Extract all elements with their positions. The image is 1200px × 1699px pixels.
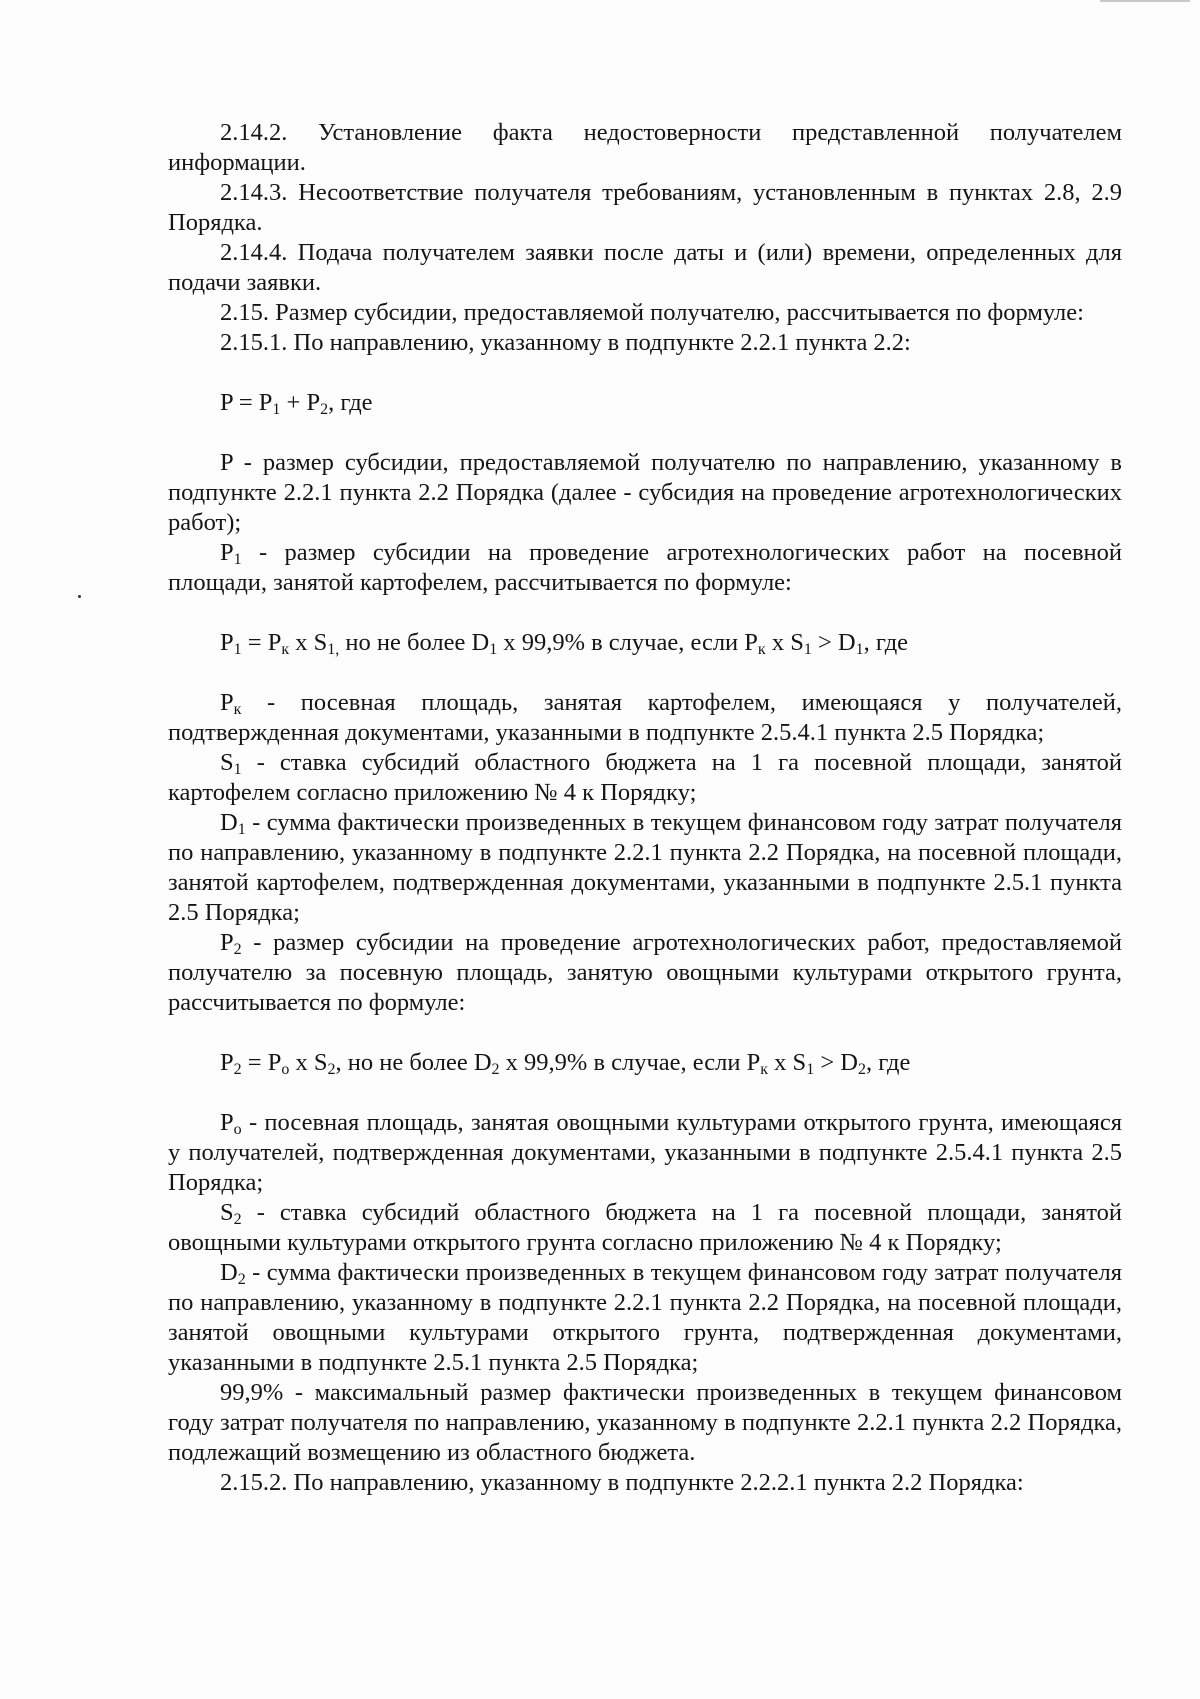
paragraph-2-15-2: 2.15.2. По направлению, указанному в подпункте 2.2.2.1 пункта 2.2 Порядка:: [220, 1469, 1024, 1496]
scan-edge-mark: [1100, 0, 1190, 2]
formula-p2: $P_2 = P_o$ x $S_2$, но не более $D_2$ x 99,9% в случае, если $P_к$ x $S_1 > D_2$, где: [220, 1049, 911, 1078]
definition-po: $P_o$ - посевная площадь, занятая овощными культурами открытого грунта, имеющаяся у получателей, подтвержденная документами, указанными в подпункте 2.5.4.1 пункта 2.5 Порядка;: [168, 1109, 1122, 1196]
document-text: [168, 118, 1122, 1498]
definition-pk: $P_к$ - посевная площадь, занятая картофелем, имеющаяся у получателей, подтвержденная документами, указанными в подпункте 2.5.4.1 пункта 2.5 Порядка;: [168, 689, 1122, 746]
definition-99-9-percent: 99,9% - максимальный размер фактически произведенных в текущем финансовом году затрат получателя по направлению, указанному в подпункте 2.2.1 пункта 2.2 Порядка, подлежащий возмещению из областного бюджета.: [168, 1379, 1122, 1466]
paragraph-2-15-1: 2.15.1. По направлению, указанному в подпункте 2.2.1 пункта 2.2:: [220, 329, 911, 356]
paragraph-2-14-2: 2.14.2. Установление факта недостоверности представленной получателем информации.: [168, 119, 1122, 176]
definition-d1: $D_1$ - сумма фактически произведенных в текущем финансовом году затрат получателя по направлению, указанному в подпункте 2.2.1 пункта 2.2 Порядка, на посевной площади, занятой картофелем, подтвержденная документами, указанными в подпункте 2.5.1 пункта 2.5 Порядка;: [168, 809, 1122, 926]
paragraph-2-15: 2.15. Размер субсидии, предоставляемой получателю, рассчитывается по формуле:: [220, 299, 1084, 326]
definition-d2: $D_2$ - сумма фактически произведенных в текущем финансовом году затрат получателя по направлению, указанному в подпункте 2.2.1 пункта 2.2 Порядка, на посевной площади, занятой овощными культурами открытого грунта, подтвержденная документами, указанными в подпункте 2.5.1 пункта 2.5 Порядка;: [168, 1259, 1122, 1376]
formula-p: $P = P_1 + P_2$, где: [220, 389, 373, 418]
definition-p1: $P_1$ - размер субсидии на проведение агротехнологических работ на посевной площади, занятой картофелем, рассчитывается по формуле:: [168, 539, 1122, 596]
paragraph-2-14-3: 2.14.3. Несоответствие получателя требованиям, установленным в пунктах 2.8, 2.9 Порядка.: [168, 179, 1122, 236]
definition-s2: $S_2$ - ставка субсидий областного бюджета на 1 га посевной площади, занятой овощными культурами открытого грунта согласно приложению № 4 к Порядку;: [168, 1199, 1122, 1256]
definition-p: P - размер субсидии, предоставляемой получателю по направлению, указанному в подпункте 2.2.1 пункта 2.2 Порядка (далее - субсидия на проведение агротехнологических работ);: [168, 449, 1122, 536]
definition-p2: $P_2$ - размер субсидии на проведение агротехнологических работ, предоставляемой получателю за посевную площадь, занятую овощными культурами открытого грунта, рассчитывается по формуле:: [168, 929, 1122, 1016]
paragraph-2-14-4: 2.14.4. Подача получателем заявки после даты и (или) времени, определенных для подачи заявки.: [168, 239, 1122, 296]
definition-s1: $S_1$ - ставка субсидий областного бюджета на 1 га посевной площади, занятой картофелем согласно приложению № 4 к Порядку;: [168, 749, 1122, 806]
formula-p1: $P_1 = P_к$ x $S_{1,}$ но не более $D_1$ x 99,9% в случае, если $P_к$ x $S_1 > D_1$, где: [220, 629, 909, 658]
scan-speck: [78, 595, 81, 598]
